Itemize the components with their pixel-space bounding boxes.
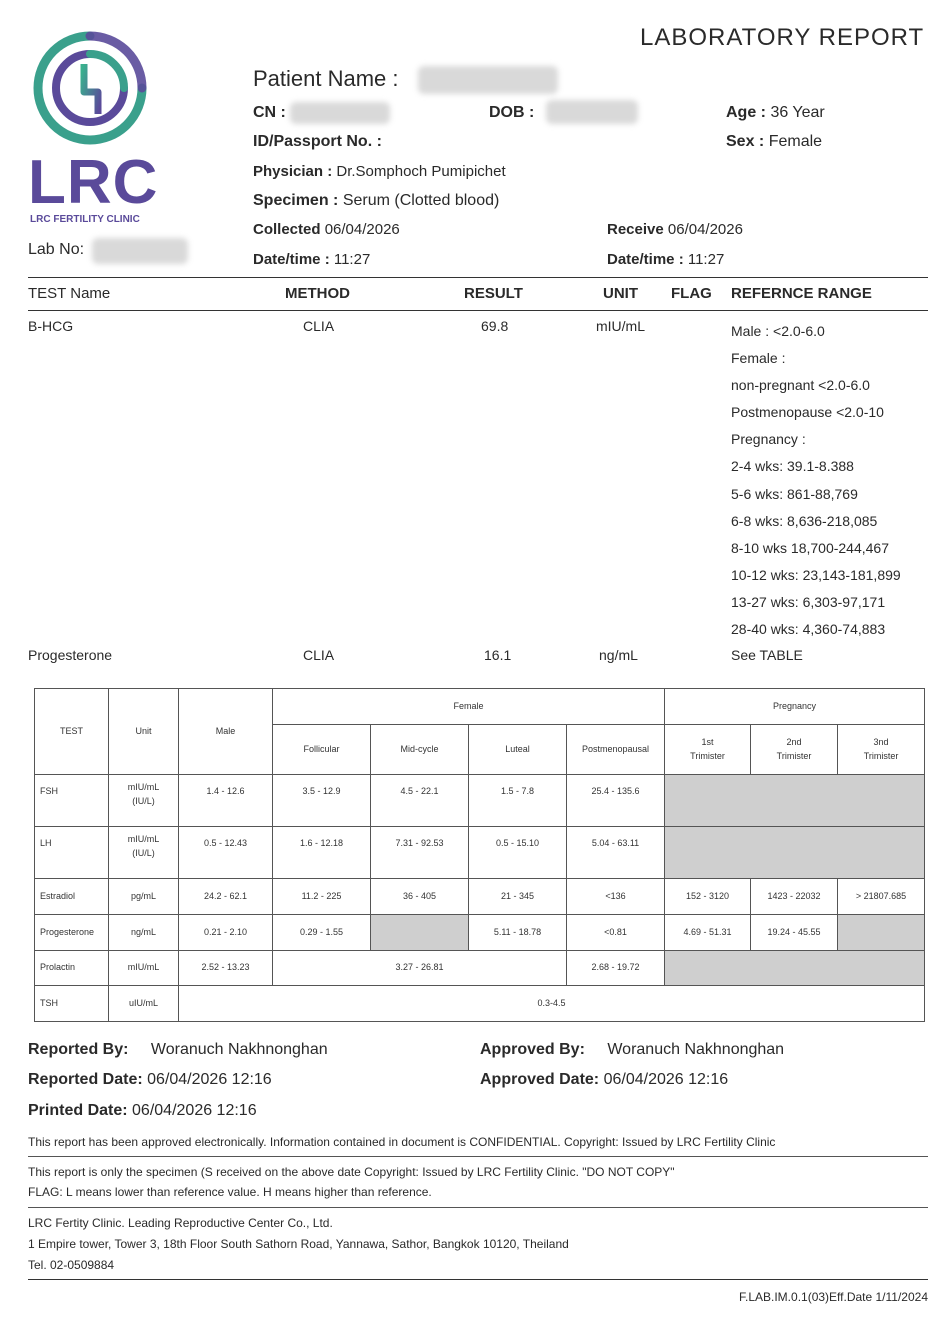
th-trimester-1: 1st Trimister xyxy=(665,725,751,775)
dob-redacted xyxy=(546,100,638,124)
collected-time-value: 11:27 xyxy=(333,251,371,268)
result-unit: mIU/mL xyxy=(596,318,645,334)
reported-by-value: Woranuch Nakhnonghan xyxy=(150,1041,328,1058)
printed-date-value: 06/04/2026 12:16 xyxy=(132,1102,257,1119)
th-female: Female xyxy=(273,689,665,725)
divider-footer-2 xyxy=(28,1207,928,1208)
logo-subtext: LRC FERTILITY CLINIC xyxy=(30,214,140,225)
specimen-value: Serum (Clotted blood) xyxy=(342,192,500,209)
reported-by-label: Reported By: xyxy=(28,1041,129,1058)
empty-cell xyxy=(665,775,925,827)
specimen-field xyxy=(253,192,499,210)
approved-by-value: Woranuch Nakhnonghan xyxy=(607,1041,785,1058)
patient-name-redacted xyxy=(418,66,558,94)
cn-label: CN : xyxy=(253,104,286,121)
sex-label: Sex : xyxy=(726,133,765,150)
reference-line: Female : xyxy=(731,350,786,367)
result-test: Progesterone xyxy=(28,647,113,663)
table-row-prolactin: Prolactin mIU/mL 2.52 - 13.23 3.27 - 26.81 2.68 - 19.72 xyxy=(35,951,925,986)
table-row-progesterone: Progesterone ng/mL 0.21 - 2.10 0.29 - 1.55 5.11 - 18.78 <0.81 4.69 - 51.31 19.24 - 45.55 xyxy=(35,915,925,951)
age-field xyxy=(726,104,825,122)
lab-no-label: Lab No: xyxy=(28,241,85,258)
approved-by xyxy=(480,1041,784,1059)
th-trimester-2: 2nd Trimister xyxy=(751,725,838,775)
patient-name-label: Patient Name : xyxy=(253,66,399,91)
collected-value: 06/04/2026 xyxy=(324,221,400,238)
result-value: 69.8 xyxy=(481,318,509,334)
logo-wordmark: LRC xyxy=(28,148,159,217)
col-test-name: TEST Name xyxy=(28,285,111,302)
th-male: Male xyxy=(179,689,273,775)
collected-label: Collected xyxy=(253,221,321,238)
th-postmenopausal: Postmenopausal xyxy=(567,725,665,775)
reference-line: 13-27 wks: 6,303-97,171 xyxy=(731,593,886,610)
approved-date-value: 06/04/2026 12:16 xyxy=(603,1071,729,1088)
sex-field xyxy=(726,133,822,151)
clinic-name: LRC Fertity Clinic. Leading Reproductive Center Co., Ltd. xyxy=(28,1216,333,1230)
reference-line: 10-12 wks: 23,143-181,899 xyxy=(731,566,901,583)
th-test: TEST xyxy=(35,689,109,775)
hormone-reference-table xyxy=(34,688,925,1022)
specimen-notice: This report is only the specimen (S received on the above date Copyright: Issued by LRC Fertility Clinic. "DO NOT COPY" xyxy=(28,1165,675,1179)
printed-date-label: Printed Date: xyxy=(28,1102,128,1119)
reported-date xyxy=(28,1071,272,1089)
reported-date-value: 06/04/2026 12:16 xyxy=(147,1071,272,1088)
receive-field xyxy=(607,221,743,238)
lab-no-redacted xyxy=(92,238,188,264)
table-row-lh: LH mIU/mL (IU/L) 0.5 - 12.43 1.6 - 12.18 7.31 - 92.53 0.5 - 15.10 5.04 - 63.11 xyxy=(35,827,925,879)
confidential-notice: This report has been approved electronically. Information contained in document is CONFIDENTIAL. Copyright: Issued by LRC Fertility Clinic xyxy=(28,1135,776,1149)
physician-field xyxy=(253,163,506,180)
cn-redacted xyxy=(290,102,390,124)
age-label: Age : xyxy=(726,104,766,121)
reference-line: 5-6 wks: 861-88,769 xyxy=(731,485,858,502)
receive-label: Receive xyxy=(607,221,664,238)
col-method: METHOD xyxy=(285,285,350,302)
th-trimester-3: 3nd Trimister xyxy=(838,725,925,775)
sex-value: Female xyxy=(768,133,823,150)
col-reference: REFERNCE RANGE xyxy=(731,285,872,302)
flag-legend: FLAG: L means lower than reference value. H means higher than reference. xyxy=(28,1185,432,1199)
form-code: F.LAB.IM.0.1(03)Eff.Date 1/11/2024 xyxy=(739,1290,928,1304)
report-title: LABORATORY REPORT xyxy=(640,24,925,51)
th-unit: Unit xyxy=(109,689,179,775)
approved-by-label: Approved By: xyxy=(480,1041,585,1058)
divider-footer-1 xyxy=(28,1156,928,1157)
col-result: RESULT xyxy=(464,285,523,302)
reported-date-label: Reported Date: xyxy=(28,1071,143,1088)
th-midcycle: Mid-cycle xyxy=(371,725,469,775)
age-value: 36 Year xyxy=(770,104,825,121)
clinic-address: 1 Empire tower, Tower 3, 18th Floor South Sathorn Road, Yannawa, Sathor, Bangkok 10120, Theiland xyxy=(28,1237,569,1251)
table-row-fsh: FSH mIU/mL (IU/L) 1.4 - 12.6 3.5 - 12.9 4.5 - 22.1 1.5 - 7.8 25.4 - 135.6 xyxy=(35,775,925,827)
table-row-tsh: TSH uIU/mL 0.3-4.5 xyxy=(35,986,925,1022)
result-reference: See TABLE xyxy=(731,647,803,663)
result-method: CLIA xyxy=(303,647,335,663)
clinic-phone: Tel. 02-0509884 xyxy=(28,1258,115,1272)
clinic-logo xyxy=(28,28,159,228)
col-flag: FLAG xyxy=(671,285,712,302)
specimen-label: Specimen : xyxy=(253,192,339,209)
col-unit: UNIT xyxy=(603,285,638,302)
empty-cell xyxy=(371,915,469,951)
physician-value: Dr.Somphoch Pumipichet xyxy=(336,163,506,180)
physician-label: Physician : xyxy=(253,163,333,180)
divider-header xyxy=(28,310,928,311)
result-method: CLIA xyxy=(303,318,335,334)
receive-time-field xyxy=(607,251,724,268)
id-passport-label: ID/Passport No. : xyxy=(253,133,382,150)
receive-time-value: 11:27 xyxy=(687,251,725,268)
result-reference-list xyxy=(731,318,901,643)
receive-value: 06/04/2026 xyxy=(667,221,743,238)
reference-line: non-pregnant <2.0-6.0 xyxy=(731,377,870,394)
collected-datetime-label: Date/time : xyxy=(253,251,330,268)
reference-line: 28-40 wks: 4,360-74,883 xyxy=(731,621,886,638)
reference-line: Male : <2.0-6.0 xyxy=(731,323,825,339)
result-test: B-HCG xyxy=(28,318,74,334)
reference-line: 2-4 wks: 39.1-8.388 xyxy=(731,458,854,475)
reference-line: 6-8 wks: 8,636-218,085 xyxy=(731,512,878,529)
divider-top xyxy=(28,277,928,278)
divider-footer-3 xyxy=(28,1279,928,1280)
table-row-estradiol: Estradiol pg/mL 24.2 - 62.1 11.2 - 225 36 - 405 21 - 345 <136 152 - 3120 1423 - 22032 > 21807.685 xyxy=(35,879,925,915)
reference-line: Pregnancy : xyxy=(731,431,806,448)
reference-line: Postmenopause <2.0-10 xyxy=(731,404,884,421)
empty-cell xyxy=(838,915,925,951)
reference-line: 8-10 wks 18,700-244,467 xyxy=(731,539,889,556)
empty-cell xyxy=(665,951,925,986)
th-pregnancy: Pregnancy xyxy=(665,689,925,725)
collected-time-field xyxy=(253,251,370,268)
approved-date xyxy=(480,1071,728,1089)
empty-cell xyxy=(665,827,925,879)
collected-field xyxy=(253,221,400,238)
printed-date xyxy=(28,1102,257,1120)
approved-date-label: Approved Date: xyxy=(480,1071,600,1088)
receive-datetime-label: Date/time : xyxy=(607,251,684,268)
logo-emblem-icon xyxy=(32,30,148,146)
result-unit: ng/mL xyxy=(599,647,638,663)
th-luteal: Luteal xyxy=(469,725,567,775)
dob-label: DOB : xyxy=(489,104,535,121)
reported-by xyxy=(28,1041,328,1059)
th-follicular: Follicular xyxy=(273,725,371,775)
result-value: 16.1 xyxy=(484,647,512,663)
